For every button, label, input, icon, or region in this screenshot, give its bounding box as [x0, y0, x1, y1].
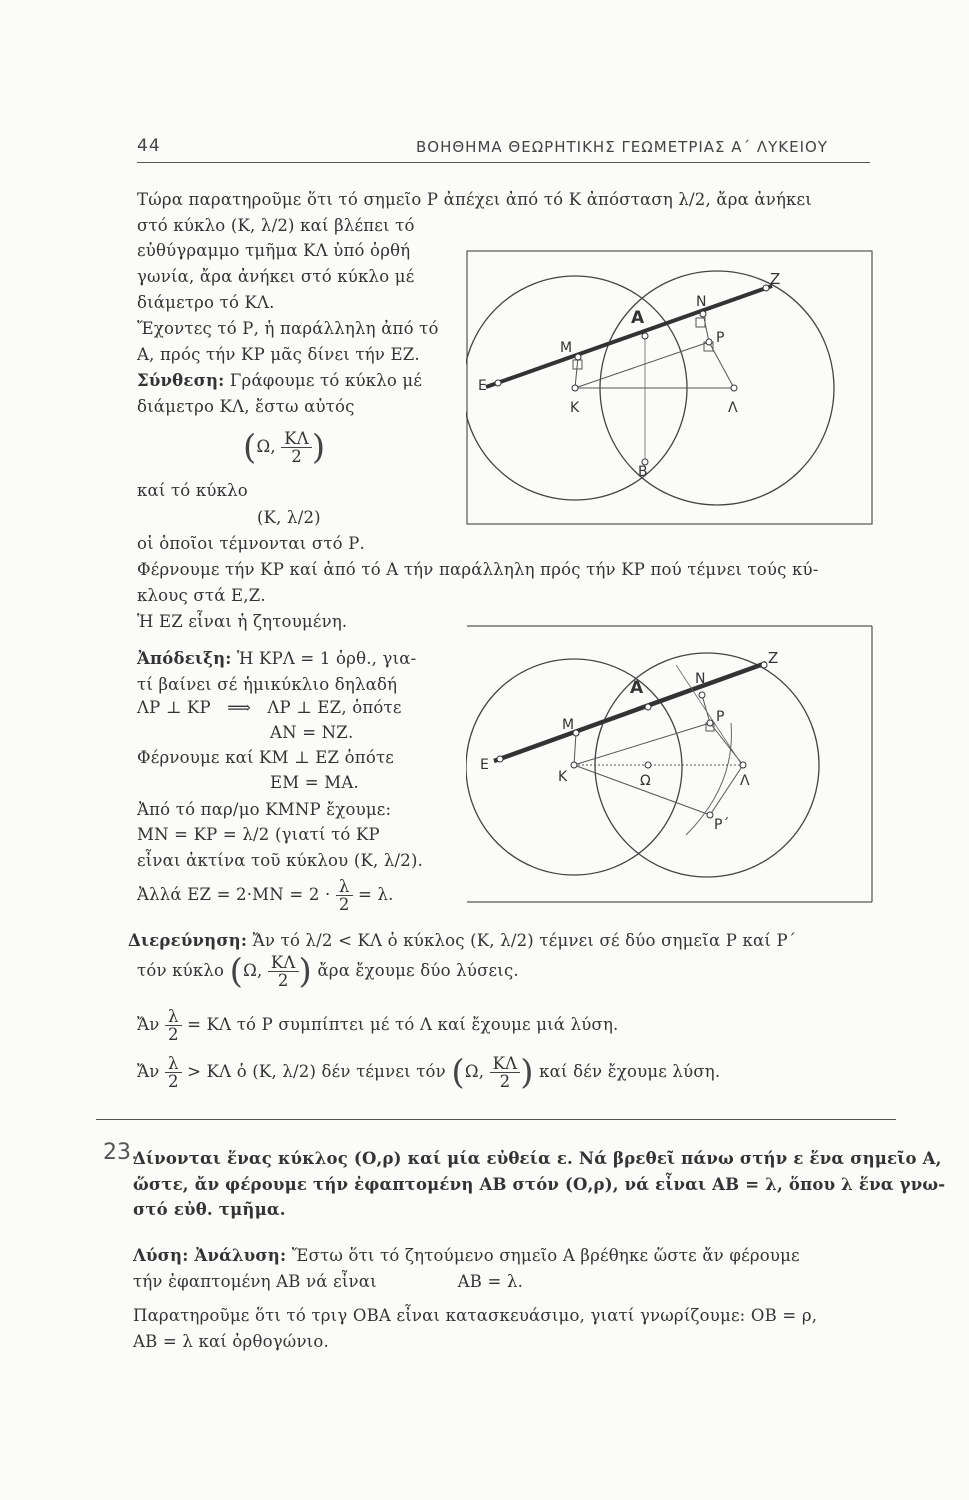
intro-line-5: διάμετρο τό ΚΛ.: [137, 293, 275, 312]
intro-line-1: Τώρα παρατηροῦμε ὅτι τό σημεῖο Ρ ἀπέχει ἀπό τό Κ ἀπόσταση λ/2, ἄρα ἀνήκει: [137, 190, 812, 209]
point-a: [645, 704, 651, 710]
proof-label: Ἀπόδειξη:: [137, 649, 232, 668]
label-omega: Ω: [640, 773, 651, 789]
synthesis-text: Γράφουμε τό κύκλο μέ: [229, 371, 423, 390]
circle-omega-expression: (Ω, $\frac{K\Lambda}{2}$ ): [243, 427, 326, 468]
solution-line-3: Παρατηροῦμε ὅτι τό τριγ ΟΒΑ εἶναι κατασκευάσιμο, γιατί γνωρίζουμε: ΟΒ = ρ,: [133, 1306, 818, 1325]
label-e: E: [478, 378, 487, 394]
point-n: [699, 692, 705, 698]
intro-line-4: γωνία, ἄρα ἀνήκει στό κύκλο μέ: [137, 267, 415, 286]
proof-line-2: τί βαίνει σέ ἡμικύκλιο δηλαδή: [137, 675, 398, 694]
line-kp: [574, 723, 710, 765]
header-rule: [137, 162, 870, 163]
intro-line-13: κλους στά Ε,Ζ.: [137, 586, 266, 605]
intro-line-10: καί τό κύκλο: [137, 481, 248, 500]
proof-line-4: ΑΝ = ΝΖ.: [270, 723, 354, 742]
proof-line-5: Φέρνουμε καί ΚΜ ⊥ ΕΖ ὁπότε: [137, 748, 395, 767]
line-np: [702, 695, 710, 723]
proof-line-6: ΕΜ = ΜΑ.: [270, 773, 359, 792]
label-a: A: [630, 678, 644, 698]
fraction: $\frac{\lambda}{2}$: [336, 878, 353, 913]
line-l-p2: [710, 765, 743, 815]
label-b: B: [638, 464, 648, 480]
intro-line-3: εὐθύγραμμο τμῆμα ΚΛ ὑπό ὀρθή: [137, 241, 411, 260]
implies-arrow: ⟹: [227, 698, 252, 717]
intro-line-2: στό κύκλο (Κ, λ/2) καί βλέπει τό: [137, 216, 415, 235]
label-a: A: [631, 308, 645, 328]
intro-line-11: οἱ ὁποῖοι τέμνονται στό Ρ.: [137, 534, 365, 553]
line-ez: [486, 286, 772, 387]
fraction: $\frac{K\Lambda}{2}$: [268, 954, 299, 989]
label-p: P: [716, 330, 725, 346]
line-diag: [676, 665, 742, 765]
section-rule: [96, 1119, 896, 1120]
point-l: [740, 762, 746, 768]
proof-line-1: [137, 648, 416, 670]
label-p: P: [716, 709, 725, 725]
running-title: ΒΟΗΘΗΜΑ ΘΕΩΡΗΤΙΚΗΣ ΓΕΩΜΕΤΡΙΑΣ Α΄ ΛΥΚΕΙΟΥ: [416, 138, 828, 156]
figure-1: [466, 250, 874, 526]
point-p: [706, 339, 712, 345]
point-e: [495, 380, 501, 386]
label-n: N: [696, 294, 707, 310]
solution-line-4: ΑΒ = λ καί ὀρθογώνιο.: [133, 1332, 329, 1351]
label-p2: P΄: [714, 817, 730, 833]
label-m: M: [562, 717, 575, 733]
line-km: [575, 357, 578, 388]
intro-line-9: διάμετρο ΚΛ, ἔστω αὐτός: [137, 397, 355, 416]
point-a: [642, 333, 648, 339]
circle-omega-center: Ω,: [256, 437, 276, 456]
solution-label: Λύση: Ἀνάλυση:: [133, 1246, 287, 1265]
problem-line-3: στό εὐθ. τμῆμα.: [133, 1200, 286, 1219]
synthesis-line: [137, 370, 422, 392]
point-z: [763, 285, 769, 291]
fraction: $\frac{\lambda}{2}$: [165, 1008, 182, 1043]
proof-line-8: ΜΝ = ΚΡ = λ/2 (γιατί τό ΚΡ: [137, 825, 380, 844]
proof-line-9: εἶναι ἀκτίνα τοῦ κύκλου (Κ, λ/2).: [137, 851, 424, 870]
fraction: $\frac{\lambda}{2}$: [165, 1055, 182, 1090]
figure-2: [466, 625, 874, 903]
point-k: [572, 385, 578, 391]
problem-line-2: ὥστε, ἄν φέρουμε τήν ἐφαπτομένη ΑΒ στόν (Ο,ρ), νά εἶναι ΑΒ = λ, ὅπου λ ἕνα γνω-: [133, 1175, 946, 1194]
fraction: $\frac{K\Lambda}{2}$: [490, 1055, 521, 1090]
discussion-line-3: Ἄν $\frac{\lambda}{2}$ = ΚΛ τό Ρ συμπίπτει μέ τό Λ καί ἔχουμε μιά λύση.: [137, 1007, 619, 1044]
label-l: Λ: [728, 400, 738, 416]
label-k: K: [558, 769, 568, 785]
point-z: [761, 662, 767, 668]
discussion-line-2: τόν κύκλο (Ω, $\frac{K\Lambda}{2}$ ) ἄρα ἔχουμε δύο λύσεις.: [137, 951, 519, 992]
line-km: [574, 733, 576, 765]
discussion-line-4: Ἄν $\frac{\lambda}{2}$ > ΚΛ ὁ (Κ, λ/2) δέν τέμνει τόν (Ω, $\frac{K\Lambda}{2}$ ) καί δέν ἔχουμε λύση.: [137, 1052, 721, 1093]
label-z: Z: [770, 270, 781, 288]
point-k: [571, 762, 577, 768]
label-k: K: [570, 400, 580, 416]
intro-line-7: Α, πρός τήν ΚΡ μᾶς δίνει τήν ΕΖ.: [137, 345, 420, 364]
page-number: 44: [137, 136, 161, 156]
label-e: E: [480, 757, 489, 773]
proof-line-3: ΛΡ ⊥ ΚΡ ⟹ ΛΡ ⊥ ΕΖ, ὁπότε: [137, 698, 402, 717]
problem-number: 23.: [103, 1140, 138, 1165]
problem-line-1: Δίνονται ἕνας κύκλος (Ο,ρ) καί μία εὐθεία ε. Νά βρεθεῖ πάνω στήν ε ἕνα σημεῖο Α,: [133, 1149, 942, 1168]
solution-line-2: τήν ἐφαπτομένη ΑΒ νά εἶναι ΑΒ = λ.: [133, 1272, 524, 1291]
synthesis-label: Σύνθεση:: [137, 371, 225, 390]
fraction: $\frac{K\Lambda}{2}$: [281, 430, 312, 465]
proof-text-1: Ἡ ΚΡΛ = 1 ὀρθ., για-: [237, 649, 417, 668]
point-e: [497, 756, 503, 762]
proof-line-7: Ἀπό τό παρ/μο ΚΜΝΡ ἔχουμε:: [137, 800, 392, 819]
point-n: [700, 311, 706, 317]
point-p2: [707, 812, 713, 818]
label-l: Λ: [740, 773, 750, 789]
solution-line-1: Λύση: Ἀνάλυση: Ἔστω ὅτι τό ζητούμενο σημεῖο Α βρέθηκε ὥστε ἄν φέρουμε: [133, 1246, 800, 1265]
label-m: M: [560, 340, 573, 356]
proof-line-10: Ἀλλά ΕΖ = 2·ΜΝ = 2 · $\frac{\lambda}{2}$ = λ.: [137, 877, 394, 914]
point-omega: [645, 762, 651, 768]
circle-k-expression: (Κ, λ/2): [257, 508, 321, 527]
intro-line-12: Φέρνουμε τήν ΚΡ καί ἀπό τό Α τήν παράλληλη πρός τήν ΚΡ πού τέμνει τούς κύ-: [137, 560, 819, 579]
point-p: [707, 720, 713, 726]
label-n: N: [695, 671, 706, 687]
label-z: Z: [768, 649, 779, 667]
discussion-line-1: Διερεύνηση: Ἄν τό λ/2 < ΚΛ ὁ κύκλος (Κ, λ/2) τέμνει σέ δύο σημεῖα Ρ καί Ρ΄: [128, 931, 797, 950]
point-l: [731, 385, 737, 391]
discussion-label: Διερεύνηση:: [128, 931, 248, 950]
right-angle-n: [696, 318, 705, 327]
point-m: [575, 354, 581, 360]
intro-line-6: Ἔχοντες τό Ρ, ἡ παράλληλη ἀπό τό: [137, 319, 439, 338]
intro-line-14: Ἡ ΕΖ εἶναι ἡ ζητουμένη.: [137, 612, 348, 631]
